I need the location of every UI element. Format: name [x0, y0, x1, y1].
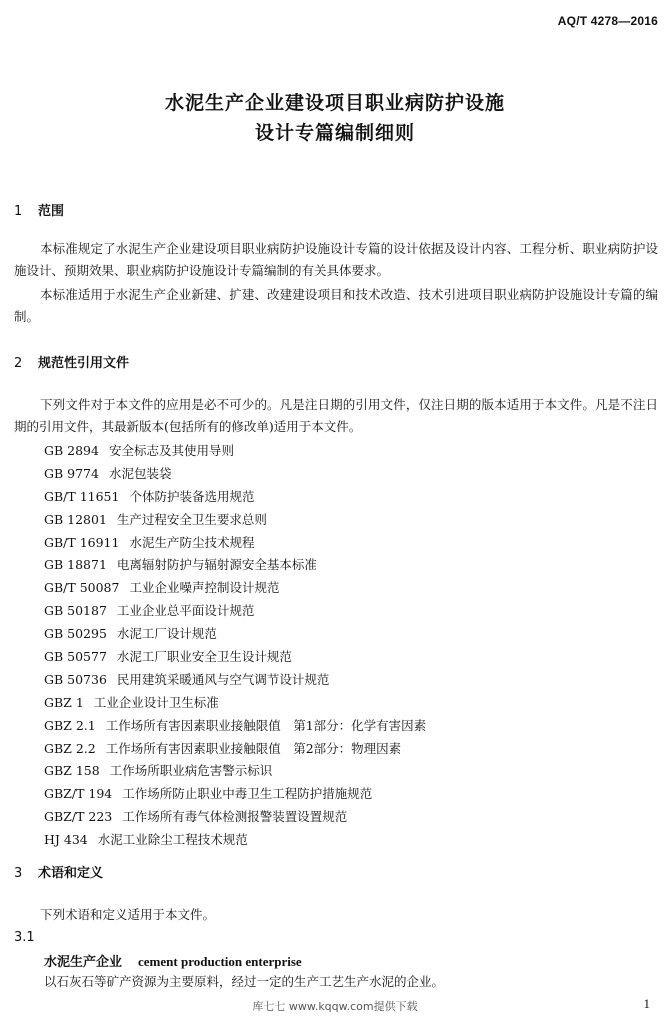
- section-3-intro: 下列术语和定义适用于本文件。: [40, 907, 216, 922]
- reference-item: HJ 434 水泥工业除尘工程技术规范: [44, 832, 248, 848]
- term-english: cement production enterprise: [138, 954, 302, 969]
- section-title: 术语和定义: [38, 866, 104, 881]
- section-number: 3: [14, 866, 23, 881]
- section-2-intro: 下列文件对于本文件的应用是必不可少的。凡是注日期的引用文件，仅注日期的版本适用于本文件。凡是不注日期的引用文件，其最新版本(包括所有的修改单)适用于本文件。: [14, 397, 658, 434]
- document-title-line2: 设计专篇编制细则: [254, 122, 415, 144]
- download-watermark: 库七七 www.kqqw.com提供下载: [252, 1000, 418, 1013]
- reference-item: GB 50295 水泥工厂设计规范: [44, 626, 217, 642]
- reference-item: GB 50736 民用建筑采暖通风与空气调节设计规范: [44, 671, 330, 687]
- term-definition: 以石灰石等矿产资源为主要原料，经过一定的生产工艺生产水泥的企业。: [44, 974, 445, 989]
- reference-item: GBZ/T 194 工作场所防止职业中毒卫生工程防护措施规范: [44, 786, 373, 802]
- reference-item: GBZ 2.2 工作场所有害因素职业接触限值 第2部分：物理因素: [44, 740, 402, 756]
- reference-item: GBZ 1 工业企业设计卫生标准: [44, 694, 219, 710]
- section-number: 2: [14, 356, 23, 371]
- reference-item: GB 9774 水泥包装袋: [44, 465, 172, 481]
- section-1-paragraph-2: 本标准适用于水泥生产企业新建、扩建、改建建设项目和技术改造、技术引进项目职业病防护设施设计专篇的编制。: [14, 287, 658, 324]
- reference-item: GB/T 16911 水泥生产防尘技术规程: [44, 534, 255, 550]
- section-1-heading: [14, 200, 64, 219]
- reference-item: GB 18871 电离辐射防护与辐射源安全基本标准: [44, 557, 317, 573]
- section-title: 范围: [38, 204, 65, 219]
- section-number: 1: [14, 204, 23, 219]
- reference-item: GB/T 50087 工业企业噪声控制设计规范: [44, 580, 280, 596]
- section-title: 规范性引用文件: [38, 356, 130, 371]
- normative-references-list: [44, 440, 426, 852]
- section-1-paragraph-1: 本标准规定了水泥生产企业建设项目职业病防护设施设计专篇的设计依据及设计内容、工程分析、职业病防护设施设计、预期效果、职业病防护设施设计专篇编制的有关具体要求。: [14, 241, 658, 278]
- standard-code: AQ/T 4278—2016: [557, 14, 658, 28]
- page-number: 1: [643, 996, 650, 1011]
- reference-item: GB 2894 安全标志及其使用导则: [44, 443, 234, 458]
- section-3-heading: [14, 862, 103, 881]
- reference-item: GBZ 2.1 工作场所有害因素职业接触限值 第1部分：化学有害因素: [44, 717, 427, 733]
- subsection-number: 3.1: [14, 930, 35, 945]
- document-title-line1: 水泥生产企业建设项目职业病防护设施: [164, 92, 505, 114]
- term-entry: [44, 951, 302, 970]
- reference-item: GBZ 158 工作场所职业病危害警示标识: [44, 763, 273, 779]
- reference-item: GB 50187 工业企业总平面设计规范: [44, 603, 255, 619]
- reference-item: GB 12801 生产过程安全卫生要求总则: [44, 511, 267, 527]
- reference-item: GBZ/T 223 工作场所有毒气体检测报警装置设置规范: [44, 809, 348, 825]
- reference-item: GB/T 11651 个体防护装备选用规范: [44, 488, 255, 504]
- reference-item: GB 50577 水泥工厂职业安全卫生设计规范: [44, 649, 292, 665]
- term-chinese: 水泥生产企业: [44, 955, 123, 970]
- section-2-heading: [14, 352, 129, 371]
